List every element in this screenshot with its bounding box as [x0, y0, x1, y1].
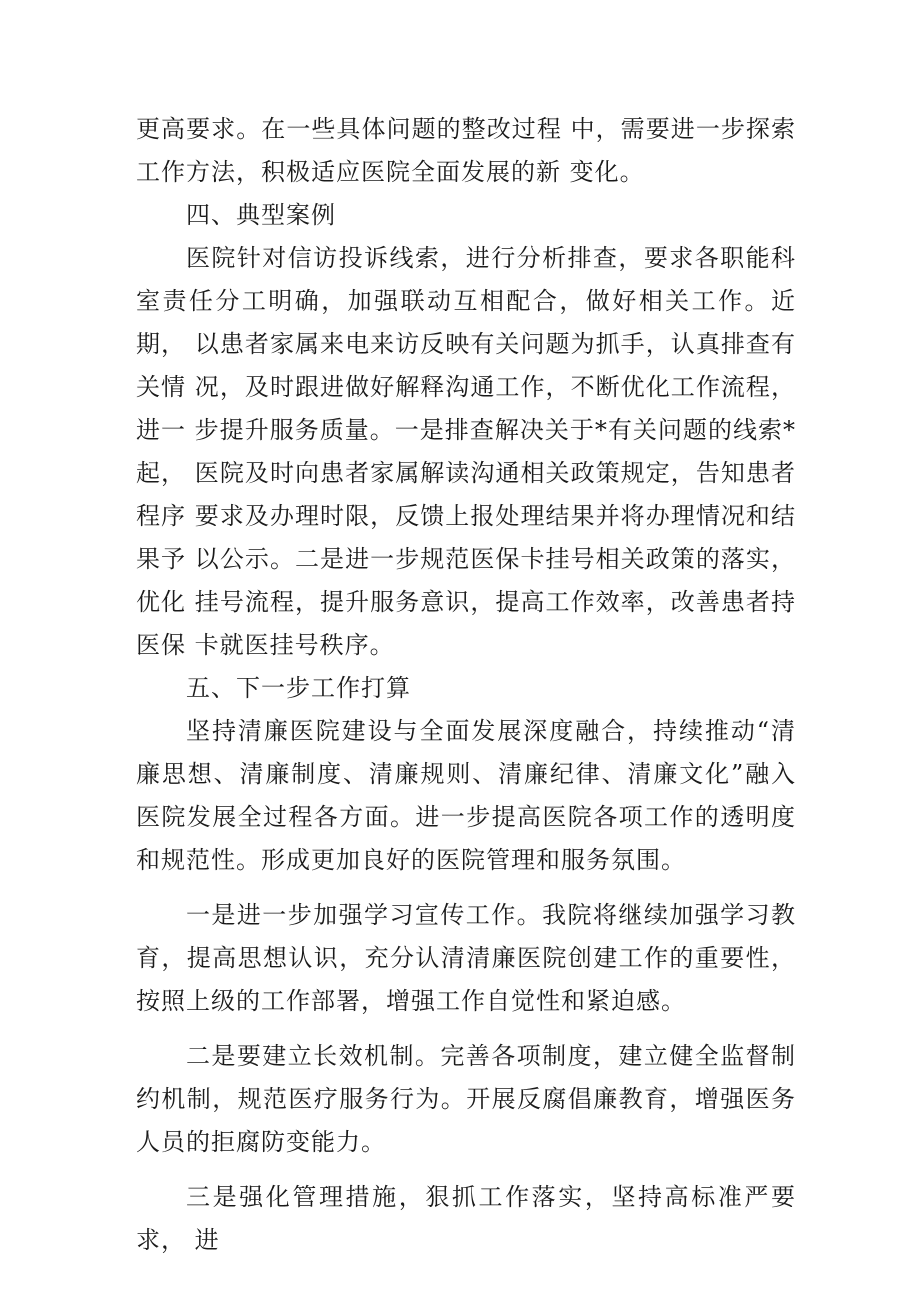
- paragraph-point-two: 二是要建立长效机制。完善各项制度，建立健全监督制 约机制，规范医疗服务行为。开展反腐倡廉教育，增强医务 人员的拒腐防变能力。: [136, 1042, 796, 1156]
- document-body: [136, 108, 796, 1262]
- paragraph-point-one: 一是进一步加强学习宣传工作。我院将继续加强学习教 育，提高思想认识，充分认清清廉医院创建工作的重要性， 按照上级的工作部署，增强工作自觉性和紧迫感。: [136, 901, 796, 1015]
- section-heading-typical-cases: 四、典型案例: [186, 201, 336, 229]
- paragraph-next-steps-intro: 坚持清廉医院建设与全面发展深度融合，持续推动“清 廉思想、清廉制度、清廉规则、清廉纪律、清廉文化”融入 医院发展全过程各方面。进一步提高医院各项工作的透明度 和规范性。形成更加良好的医院管理和服务氛围。: [136, 717, 796, 874]
- paragraph-continuation: 更高要求。在一些具体问题的整改过程 中，需要进一步探索工作方法，积极适应医院全面发展的新 变化。: [136, 115, 796, 186]
- paragraph-point-three: 三是强化管理措施，狠抓工作落实，坚持高标准严要求， 进: [136, 1183, 796, 1254]
- section-heading-next-steps: 五、下一步工作打算: [186, 674, 411, 702]
- paragraph-typical-cases: 医院针对信访投诉线索，进行分析排查，要求各职能科 室责任分工明确，加强联动互相配合，做好相关工作。近期， 以患者家属来电来访反映有关问题为抓手，认真排查有关情 况，及时跟进做好解释沟通工作，不断优化工作流程，进一 步提升服务质量。一是排查解决关于*有关问题的线索*起， 医院及时向患者家属解读沟通相关政策规定，告知患者程序 要求及办理时限，反馈上报处理结果并将办理情况和结果予 以公示。二是进一步规范医保卡挂号相关政策的落实，优化 挂号流程，提升服务意识，提高工作效率，改善患者持医保 卡就医挂号秩序。: [136, 244, 796, 659]
